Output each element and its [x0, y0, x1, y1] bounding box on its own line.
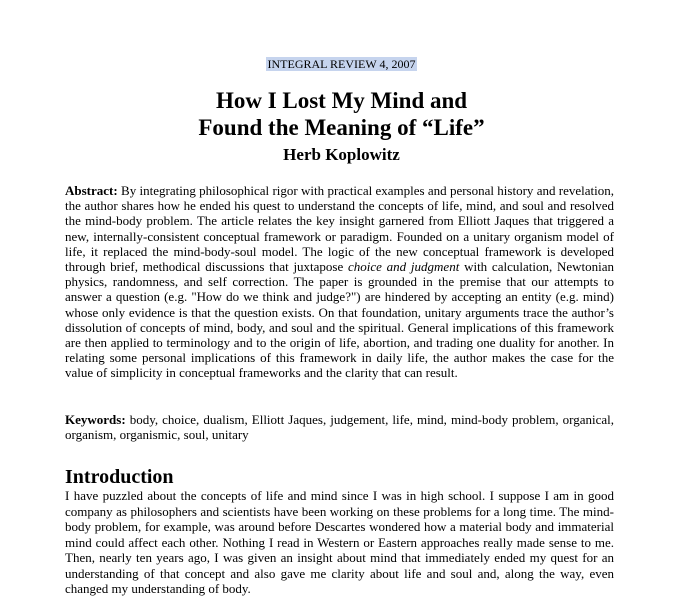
keywords-text: body, choice, dualism, Elliott Jaques, judgement, life, mind, mind-body problem, organical, organism, organismic, soul, unitary	[65, 412, 615, 443]
abstract-paragraph	[65, 183, 614, 381]
running-header-text: INTEGRAL REVIEW 4, 2007	[267, 57, 416, 71]
paper-title-line-2: Found the Meaning of “Life”	[198, 115, 485, 140]
abstract-label: Abstract:	[65, 183, 118, 198]
abstract-emphasis: choice and judgment	[348, 259, 460, 275]
abstract-text-part-1: By integrating philosophical rigor with practical examples and personal history and revelation, the author shares how he ended his quest to understand the concepts of life, mind, and soul and resolved the mind-body problem. The article relates the key insight garnered from Elliott Jaques that triggered a new, internally-consistent conceptual framework or paradigm. Founded on a unitary organism model of life, it replaced the mind-body-soul model. The logic of the new conceptual framework is developed through brief, methodical discussions that juxtapose	[65, 183, 615, 275]
keywords-label: Keywords:	[65, 412, 126, 427]
author-name: Herb Koplowitz	[283, 145, 400, 164]
paper-title-line-1: How I Lost My Mind and	[215, 88, 468, 113]
introduction-heading: Introduction	[65, 466, 174, 488]
abstract-text-part-2: with calculation, Newtonian physics, randomness, and self correction. The paper is grounded in the premise that our attempts to answer a question (e.g. "How do we think and judge?") are hindered by accepting an entity (e.g. mind) whose only evidence is that the question exists. On that foundation, unitary arguments trace the author’s dissolution of concepts of mind, body, and soul and the spiritual. General implications of this framework are then applied to terminology and to the origin of life, abortion, and trading one duality for another. In relating some personal implications of this framework in daily life, the author makes the case for the value of simplicity in conceptual frameworks and the clarity that can result.	[65, 259, 614, 381]
paper-title	[0, 87, 683, 141]
running-header	[0, 57, 683, 71]
keywords-paragraph	[65, 412, 614, 442]
introduction-paragraph: I have puzzled about the concepts of life and mind since I was in high school. I suppose I am in good company as philosophers and scientists have been working on these problems for a long time. The mind-body problem, for example, was around before Descartes wondered how a material body and immaterial mind could affect each other. Nothing I read in Western or Eastern approaches really made sense to me. Then, nearly ten years ago, I was given an insight about mind that immediately ended my quest for an understanding of that concept and also gave me clarity about life and soul and, along the way, even changed my understanding of body.	[65, 488, 614, 596]
